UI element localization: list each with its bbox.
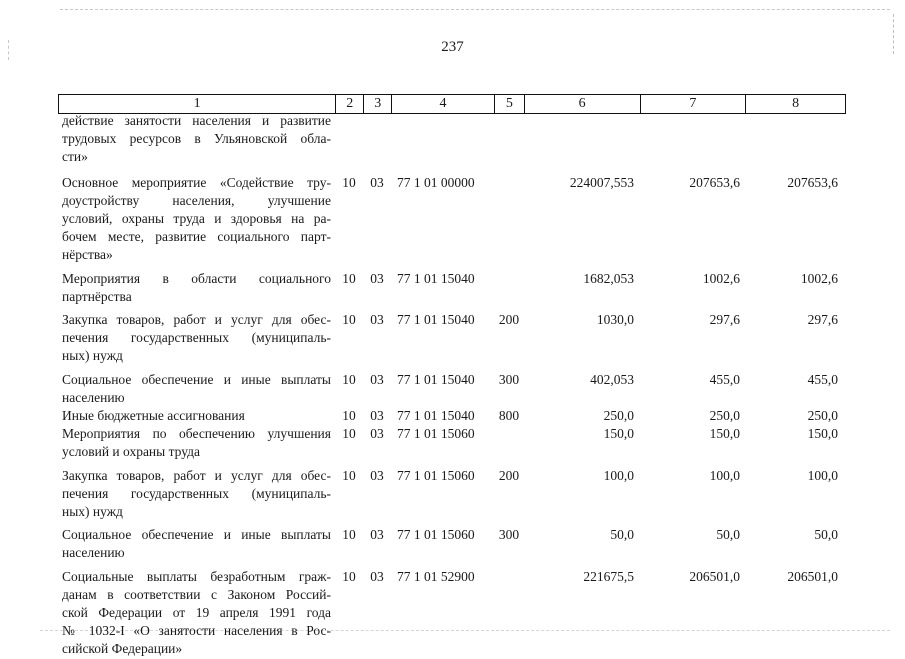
amount-col-8: [746, 112, 846, 167]
table-row: [58, 371, 846, 407]
description-line: Основное мероприятие «Содействие тру-: [62, 174, 331, 190]
amount-col-7: 297,6: [709, 312, 740, 328]
table-row: [58, 407, 846, 425]
header-col-2: 2: [335, 95, 363, 113]
description-line: Закупка товаров, работ и услуг для обес-: [62, 312, 331, 328]
target-article-code: 77 1 01 00000: [397, 174, 475, 190]
section-code: 10: [342, 426, 356, 442]
header-col-8: 8: [745, 95, 845, 113]
header-col-6: 6: [524, 95, 640, 113]
amount-col-6: 50,0: [610, 527, 634, 543]
amount-col-8: 100,0: [807, 467, 838, 483]
target-article-code: 77 1 01 15040: [397, 270, 475, 286]
description-line: Мероприятия по обеспечению улучшения: [62, 426, 331, 442]
subsection-code: 03: [370, 174, 384, 190]
description-line: бочем месте, развитие социального парт-: [62, 229, 331, 245]
subsection-code: 03: [370, 312, 384, 328]
table-row: [58, 174, 846, 265]
row-description: [58, 112, 335, 167]
expense-type-code: [494, 174, 524, 265]
expense-type-code: 300: [498, 527, 520, 543]
header-col-3: 3: [363, 95, 391, 113]
table-row: [58, 526, 846, 562]
row-description: [58, 407, 335, 425]
description-line: нёрства»: [62, 247, 113, 263]
target-article-code: 77 1 01 15060: [397, 426, 475, 442]
target-article-code: [391, 112, 494, 167]
description-line: Социальные выплаты безработным граж-: [62, 568, 331, 584]
amount-col-6: 224007,553: [569, 174, 634, 190]
subsection-code: 03: [370, 270, 384, 286]
page-number: 237: [441, 39, 464, 55]
description-line: ской Федерации от 19 апреля 1991 года: [62, 605, 331, 621]
target-article-code: 77 1 01 15040: [397, 408, 475, 424]
amount-col-6: [524, 112, 640, 167]
description-line: Иные бюджетные ассигнования: [62, 408, 245, 424]
expense-type-code: [494, 568, 524, 659]
description-line: № 1032-I «О занятости населения в Рос-: [62, 623, 331, 639]
row-description: [58, 425, 335, 461]
section-code: 10: [342, 568, 356, 584]
table-body: [58, 112, 846, 659]
description-line: сти»: [62, 149, 88, 165]
amount-col-7: 150,0: [709, 426, 740, 442]
amount-col-7: 1002,6: [702, 270, 740, 286]
target-article-code: 77 1 01 15060: [397, 467, 475, 483]
budget-table: [58, 94, 846, 659]
section-code: 10: [342, 467, 356, 483]
subsection-code: 03: [370, 568, 384, 584]
subsection-code: 03: [370, 527, 384, 543]
row-description: [58, 371, 335, 407]
row-description: [58, 270, 335, 306]
subsection-code: 03: [370, 408, 384, 424]
description-line: условий, охраны труда и здоровья на ра-: [62, 211, 331, 227]
subsection-code: 03: [370, 467, 384, 483]
scan-edge-top: [60, 9, 890, 10]
description-line: Социальное обеспечение и иные выплаты: [62, 371, 331, 387]
row-description: [58, 526, 335, 562]
expense-type-code: [494, 425, 524, 461]
expense-type-code: 200: [498, 467, 520, 483]
expense-type-code: 300: [498, 371, 520, 387]
description-line: действие занятости населения и развитие: [62, 113, 331, 128]
target-article-code: 77 1 01 15060: [397, 527, 475, 543]
amount-col-7: 100,0: [709, 467, 740, 483]
amount-col-6: 150,0: [603, 426, 634, 442]
subsection-code: [363, 112, 391, 167]
table-row: [58, 112, 846, 167]
amount-col-6: 1030,0: [596, 312, 634, 328]
amount-col-6: 402,053: [590, 371, 634, 387]
amount-col-8: 455,0: [807, 371, 838, 387]
description-line: населению: [62, 545, 125, 561]
section-code: 10: [342, 527, 356, 543]
expense-type-code: 200: [498, 312, 520, 328]
description-line: партнёрства: [62, 288, 132, 304]
section-code: [335, 112, 363, 167]
amount-col-8: 150,0: [807, 426, 838, 442]
section-code: 10: [342, 312, 356, 328]
description-line: ных) нужд: [62, 504, 123, 520]
description-line: данам в соответствии с Законом Россий-: [62, 586, 331, 602]
row-description: [58, 311, 335, 366]
amount-col-8: 250,0: [807, 408, 838, 424]
description-line: ных) нужд: [62, 348, 123, 364]
description-line: доустройству населения, улучшение: [62, 192, 331, 208]
expense-type-code: [494, 270, 524, 306]
expense-type-code: [494, 112, 524, 167]
amount-col-8: 297,6: [807, 312, 838, 328]
expense-type-code: 800: [498, 408, 520, 424]
target-article-code: 77 1 01 15040: [397, 312, 475, 328]
amount-col-8: 207653,6: [787, 174, 838, 190]
header-col-4: 4: [391, 95, 494, 113]
table-row: [58, 311, 846, 366]
amount-col-8: 50,0: [814, 527, 838, 543]
row-description: [58, 174, 335, 265]
amount-col-7: 50,0: [716, 527, 740, 543]
table-row: [58, 270, 846, 306]
description-line: сийской Федерации»: [62, 641, 183, 657]
description-line: населению: [62, 389, 125, 405]
row-description: [58, 568, 335, 659]
table-row: [58, 425, 846, 461]
row-description: [58, 467, 335, 522]
section-code: 10: [342, 408, 356, 424]
description-line: печения государственных (муниципаль-: [62, 330, 331, 346]
amount-col-7: 250,0: [709, 408, 740, 424]
target-article-code: 77 1 01 52900: [397, 568, 475, 584]
description-line: трудовых ресурсов в Ульяновской обла-: [62, 131, 331, 147]
amount-col-6: 1682,053: [583, 270, 634, 286]
description-line: Закупка товаров, работ и услуг для обес-: [62, 467, 331, 483]
target-article-code: 77 1 01 15040: [397, 371, 475, 387]
header-col-7: 7: [640, 95, 746, 113]
amount-col-6: 221675,5: [583, 568, 634, 584]
description-line: печения государственных (муниципаль-: [62, 485, 331, 501]
section-code: 10: [342, 174, 356, 190]
description-line: Мероприятия в области социального: [62, 270, 331, 286]
subsection-code: 03: [370, 371, 384, 387]
amount-col-8: 206501,0: [787, 568, 838, 584]
section-code: 10: [342, 371, 356, 387]
table-row: [58, 568, 846, 659]
amount-col-8: 1002,6: [800, 270, 838, 286]
amount-col-6: 100,0: [603, 467, 634, 483]
header-col-5: 5: [494, 95, 524, 113]
description-line: Социальное обеспечение и иные выплаты: [62, 527, 331, 543]
amount-col-7: 206501,0: [689, 568, 740, 584]
table-header: [58, 94, 846, 114]
description-line: условий и охраны труда: [62, 444, 200, 460]
amount-col-7: 207653,6: [689, 174, 740, 190]
amount-col-6: 250,0: [603, 408, 634, 424]
subsection-code: 03: [370, 426, 384, 442]
amount-col-7: [640, 112, 746, 167]
header-col-1: 1: [193, 96, 201, 111]
amount-col-7: 455,0: [709, 371, 740, 387]
table-row: [58, 467, 846, 522]
section-code: 10: [342, 270, 356, 286]
